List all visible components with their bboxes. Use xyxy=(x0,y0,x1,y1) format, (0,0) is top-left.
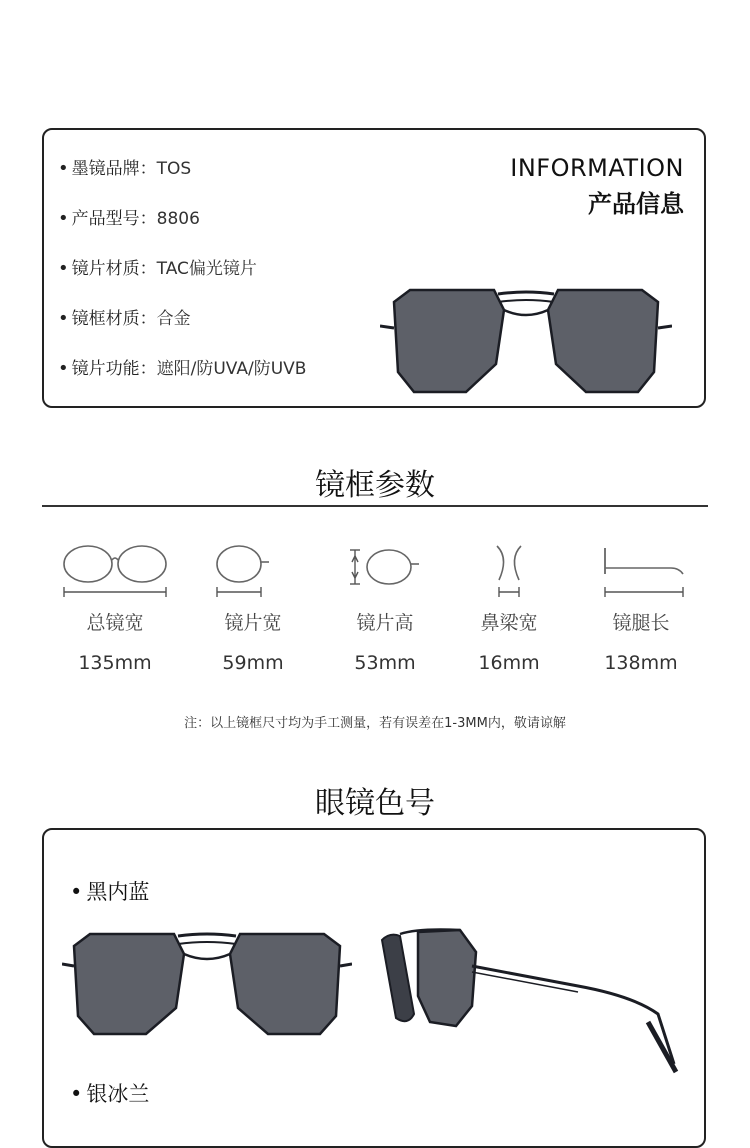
info-title-zh: 产品信息 xyxy=(588,190,684,218)
spec-frame-material xyxy=(58,308,306,358)
param-lens-width xyxy=(188,540,318,674)
spec-label: 镜框材质： xyxy=(71,309,157,329)
bullet: • xyxy=(70,880,83,904)
spec-value: TOS xyxy=(156,159,192,179)
measurement-note: 注：以上镜框尺寸均为手工测量，若有误差在1-3MM内，敬请谅解 xyxy=(184,716,566,731)
color-option[interactable] xyxy=(70,876,149,906)
sunglasses-front-image xyxy=(380,280,672,398)
lens-width-icon xyxy=(213,540,293,602)
param-label: 总镜宽 xyxy=(86,612,144,634)
spec-value: 合金 xyxy=(156,309,191,329)
bullet: • xyxy=(70,1082,83,1106)
spec-model xyxy=(58,208,306,258)
color-options-card xyxy=(42,828,706,1148)
spec-value: 8806 xyxy=(156,209,200,229)
spec-value: TAC偏光镜片 xyxy=(156,259,257,279)
color-name: 银冰兰 xyxy=(86,1082,150,1106)
bridge-width-icon xyxy=(469,540,549,602)
spec-value: 遮阳/防UVA/防UVB xyxy=(156,359,307,379)
param-label: 鼻梁宽 xyxy=(480,612,538,634)
bullet: • xyxy=(58,358,69,379)
frame-params-title: 镜框参数 xyxy=(315,468,435,503)
color-option[interactable] xyxy=(70,1078,149,1108)
sunglasses-front-image xyxy=(62,928,352,1040)
param-value: 59mm xyxy=(222,652,284,674)
param-label: 镜片高 xyxy=(356,612,414,634)
spec-label: 墨镜品牌： xyxy=(71,159,157,179)
spec-label: 产品型号： xyxy=(71,209,157,229)
temple-length-icon xyxy=(591,540,691,602)
bullet: • xyxy=(58,258,69,279)
param-label: 镜腿长 xyxy=(612,612,670,634)
param-value: 138mm xyxy=(604,652,678,674)
param-label: 镜片宽 xyxy=(224,612,282,634)
lens-height-icon xyxy=(345,540,425,602)
info-heading xyxy=(510,154,684,219)
param-value: 16mm xyxy=(478,652,540,674)
param-temple-length xyxy=(576,540,706,674)
param-value: 53mm xyxy=(354,652,416,674)
spec-list xyxy=(58,158,306,408)
bullet: • xyxy=(58,308,69,329)
product-info-card xyxy=(42,128,706,408)
spec-label: 镜片材质： xyxy=(71,259,157,279)
spec-lens-function xyxy=(58,358,306,408)
param-lens-height xyxy=(320,540,450,674)
total-width-icon xyxy=(60,540,170,602)
bullet: • xyxy=(58,158,69,179)
bullet: • xyxy=(58,208,69,229)
spec-lens-material xyxy=(58,258,306,308)
divider xyxy=(42,505,708,507)
sunglasses-side-image xyxy=(378,926,688,1076)
param-total-width xyxy=(50,540,180,674)
param-value: 135mm xyxy=(78,652,152,674)
info-title-en: INFORMATION xyxy=(510,154,684,182)
colors-title: 眼镜色号 xyxy=(315,786,435,821)
spec-label: 镜片功能： xyxy=(71,359,157,379)
spec-brand xyxy=(58,158,306,208)
color-name: 黑内蓝 xyxy=(86,880,150,904)
param-bridge-width xyxy=(444,540,574,674)
